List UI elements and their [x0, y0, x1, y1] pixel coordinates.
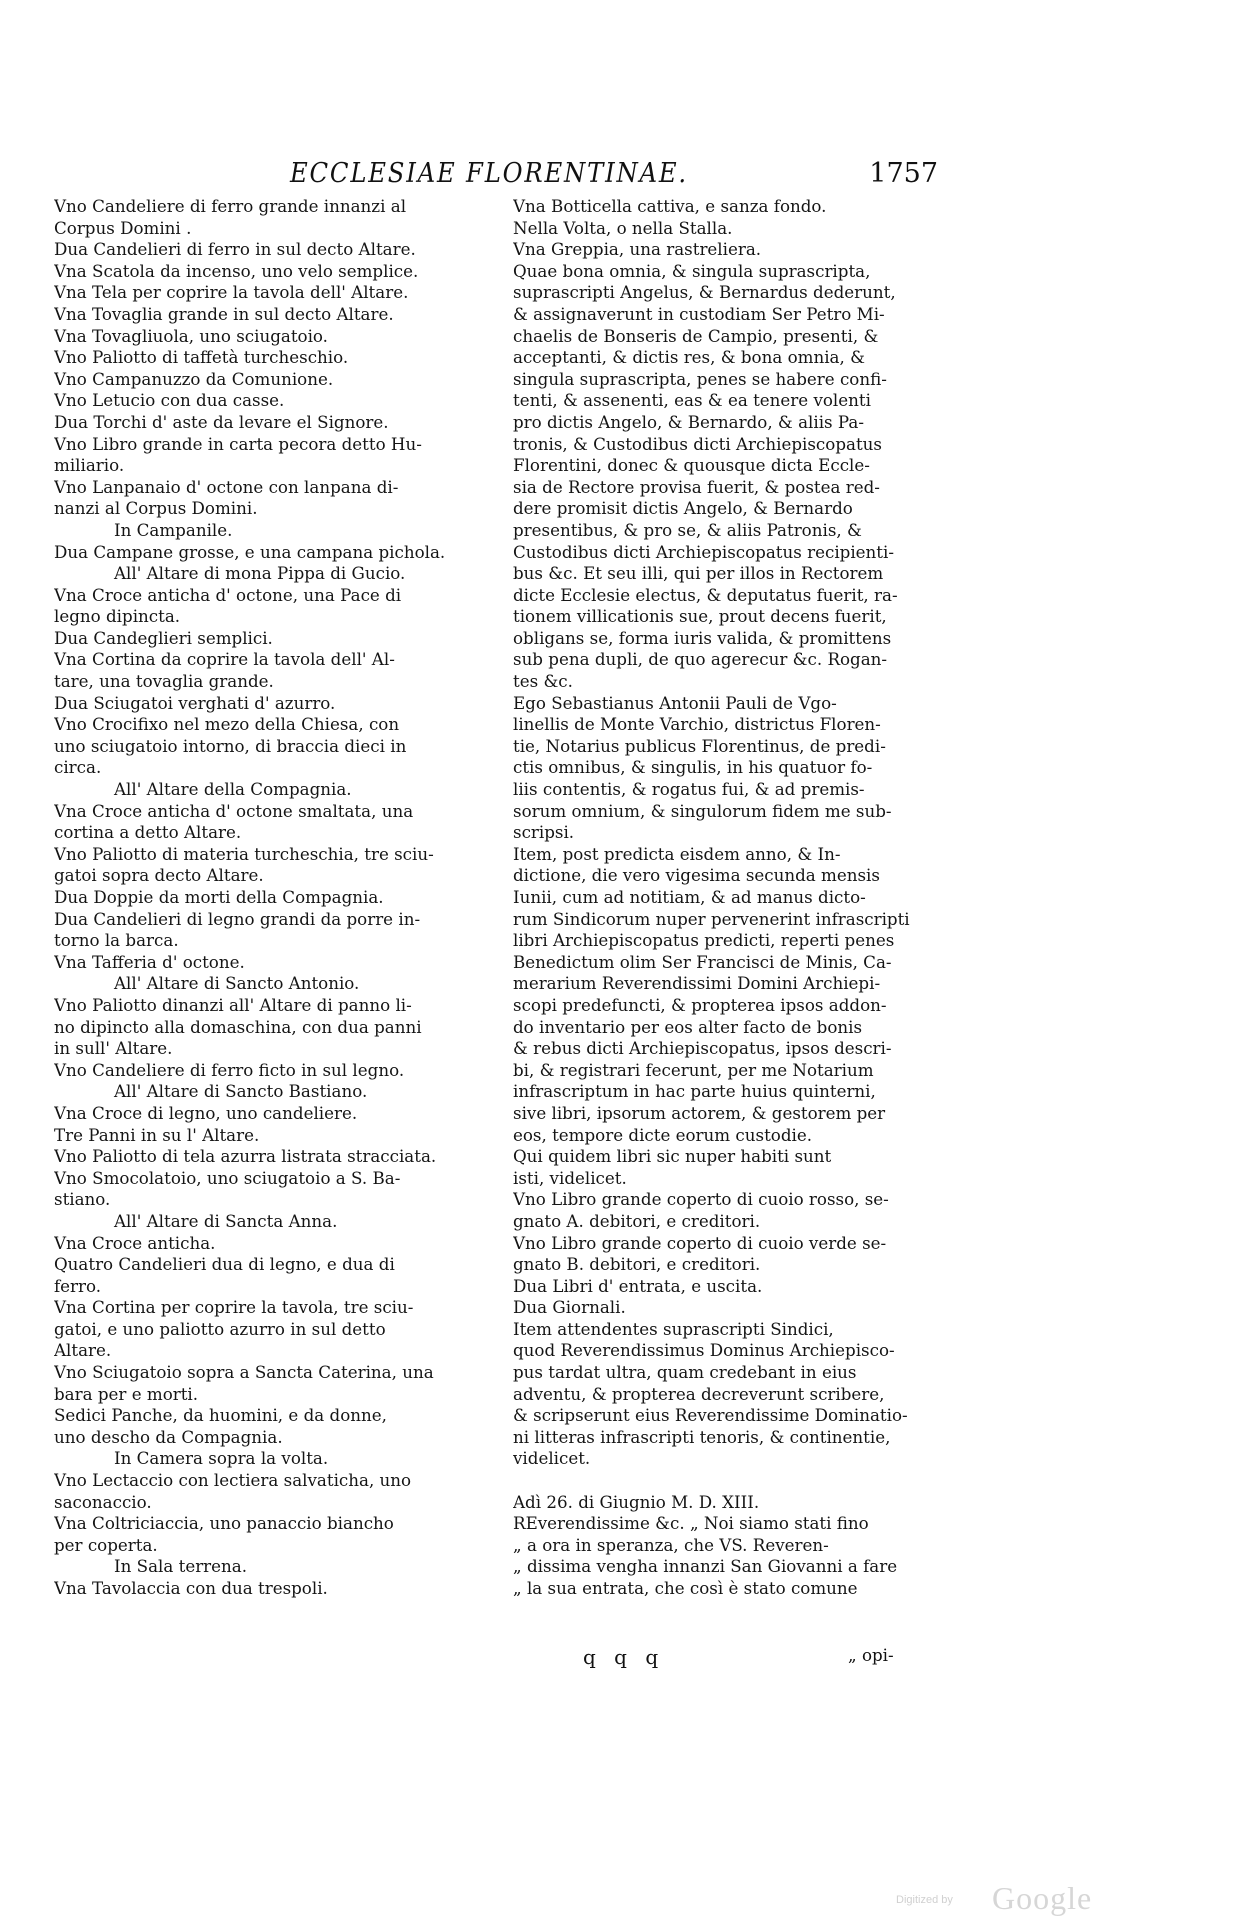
text-line: singula suprascripta, penes se habere confi- — [513, 368, 887, 389]
text-line: Vna Croce anticha d' octone, una Pace di — [54, 584, 402, 605]
text-line: ctis omnibus, & singulis, in his quatuor fo- — [513, 757, 873, 778]
text-line: Vno Campanuzzo da Comunione. — [54, 368, 334, 389]
text-line: ferro. — [54, 1275, 102, 1296]
left-column — [54, 196, 496, 1600]
text-line: bi, & registrari fecerunt, per me Notarium — [513, 1059, 874, 1080]
digitized-watermark — [896, 1882, 1156, 1914]
text-line: Dua Sciugatoi verghati d' azurro. — [54, 692, 336, 713]
text-line: Iunii, cum ad notitiam, & ad manus dicto- — [513, 887, 866, 907]
text-line: sub pena dupli, de quo agerecur &c. Rogan- — [513, 649, 888, 670]
text-line: & scripserunt eius Reverendissime Dominatio- — [513, 1405, 908, 1426]
text-line: Dua Candeglieri semplici. — [54, 627, 273, 648]
text-line: isti, videlicet. — [513, 1167, 627, 1188]
watermark-prefix: Digitized by — [896, 1894, 953, 1906]
text-line: Qui quidem libri sic nuper habiti sunt — [513, 1146, 832, 1167]
text-line: sia de Rectore provisa fuerit, & postea red- — [513, 476, 880, 497]
text-line: legno dipincta. — [54, 606, 181, 627]
text-line: Benedictum olim Ser Francisci de Minis, Ca- — [513, 951, 892, 972]
text-line: in sull' Altare. — [54, 1038, 173, 1059]
text-line: Dua Candelieri di ferro in sul decto Altare. — [54, 239, 416, 260]
text-line: nanzi al Corpus Domini. — [54, 498, 258, 519]
text-line: Tre Panni in su l' Altare. — [54, 1124, 260, 1145]
right-column — [513, 196, 945, 1600]
text-line: Vna Tafferia d' octone. — [54, 951, 245, 972]
text-line: Vna Tovaglia grande in sul decto Altare. — [54, 303, 394, 324]
text-line: per coperta. — [54, 1534, 158, 1555]
text-line: Vna Scatola da incenso, uno velo semplice. — [54, 260, 419, 281]
text-line: Nella Volta, o nella Stalla. — [513, 217, 733, 238]
text-line — [513, 1470, 945, 1492]
text-line: Vno Paliotto dinanzi all' Altare di panno li- — [54, 994, 412, 1015]
text-line: Quatro Candelieri dua di legno, e dua di — [54, 1254, 395, 1275]
text-line: Vno Paliotto di taffetà turcheschio. — [54, 347, 349, 368]
text-line: bus &c. Et seu illi, qui per illos in Rectorem — [513, 563, 884, 584]
text-line: liis contentis, & rogatus fui, & ad premis- — [513, 779, 865, 800]
text-line: eos, tempore dicte eorum custodie. — [513, 1124, 813, 1145]
text-line: Quae bona omnia, & singula suprascripta, — [513, 260, 871, 281]
text-line: All' Altare di Sancto Bastiano. — [114, 1081, 368, 1102]
text-line: chaelis de Bonseris de Campio, presenti, & — [513, 325, 879, 346]
text-line: Vna Tela per coprire la tavola dell' Altare. — [54, 282, 409, 303]
text-line: presentibus, & pro se, & aliis Patronis, & — [513, 519, 862, 540]
google-logo: Google — [992, 1880, 1093, 1916]
text-line: Ego Sebastianus Antonii Pauli de Vgo- — [513, 692, 837, 713]
text-line: pro dictis Angelo, & Bernardo, & aliis Pa- — [513, 411, 864, 432]
text-line: sive libri, ipsorum actorem, & gestorem per — [513, 1102, 886, 1123]
text-line: do inventario per eos alter facto de bonis — [513, 1016, 863, 1037]
text-line: In Sala terrena. — [114, 1556, 248, 1577]
text-line: obligans se, forma iuris valida, & promittens — [513, 627, 892, 648]
text-line: Item attendentes suprascripti Sindici, — [513, 1318, 834, 1339]
text-line: acceptanti, & dictis res, & bona omnia, & — [513, 347, 865, 368]
text-line: In Camera sopra la volta. — [114, 1448, 329, 1469]
text-line: tes &c. — [513, 671, 573, 692]
text-line: All' Altare della Compagnia. — [114, 779, 352, 800]
text-line: stiano. — [54, 1189, 111, 1210]
text-line: Item, post predicta eisdem anno, & In- — [513, 843, 841, 864]
text-line: Dua Candelieri di legno grandi da porre in- — [54, 908, 421, 929]
text-line: „ a ora in speranza, che VS. Reveren- — [513, 1534, 829, 1555]
text-line: cortina a detto Altare. — [54, 822, 242, 843]
text-line: no dipincto alla domaschina, con dua panni — [54, 1016, 422, 1037]
text-line: Florentini, donec & quousque dicta Eccle- — [513, 455, 870, 476]
text-line: Vno Candeliere di ferro ficto in sul legno. — [54, 1059, 405, 1080]
text-line: Altare. — [54, 1340, 112, 1361]
text-line: adventu, & propterea decreverunt scribere, — [513, 1383, 885, 1404]
text-line: circa. — [54, 757, 102, 778]
text-line: gnato A. debitori, e creditori. — [513, 1210, 761, 1231]
text-line: tare, una tovaglia grande. — [54, 671, 274, 692]
page-number: 1757 — [869, 158, 938, 189]
text-line: miliario. — [54, 455, 125, 476]
text-line: All' Altare di Sancto Antonio. — [114, 973, 360, 994]
text-line: In Campanile. — [114, 519, 233, 540]
text-line: & assignaverunt in custodiam Ser Petro Mi- — [513, 303, 885, 324]
text-line: Dua Libri d' entrata, e uscita. — [513, 1275, 763, 1296]
text-line: Vno Candeliere di ferro grande innanzi al — [54, 196, 407, 216]
text-line: Vno Lectaccio con lectiera salvaticha, uno — [54, 1470, 412, 1491]
text-line: sorum omnium, & singulorum fidem me sub- — [513, 800, 892, 821]
text-line: dictione, die vero vigesima secunda mensis — [513, 865, 880, 886]
text-line: scripsi. — [513, 822, 575, 843]
text-line: All' Altare di Sancta Anna. — [114, 1210, 338, 1231]
text-line: Vna Tovagliuola, uno sciugatoio. — [54, 325, 328, 346]
text-line: linellis de Monte Varchio, districtus Floren- — [513, 714, 881, 735]
text-line: tionem villicationis sue, prout decens fuerit, — [513, 606, 887, 627]
text-line: libri Archiepiscopatus predicti, reperti penes — [513, 930, 895, 951]
text-line: scopi predefuncti, & propterea ipsos addon- — [513, 994, 887, 1015]
text-line: Vno Crocifixo nel mezo della Chiesa, con — [54, 714, 400, 735]
text-line: Vno Libro grande coperto di cuoio verde se- — [513, 1232, 887, 1253]
text-line: quod Reverendissimus Dominus Archiepisco- — [513, 1340, 895, 1361]
text-line: Adì 26. di Giugnio M. D. XIII. — [513, 1491, 760, 1512]
text-line: dere promisit dictis Angelo, & Bernardo — [513, 498, 853, 519]
text-line: Vna Croce di legno, uno candeliere. — [54, 1102, 358, 1123]
text-line: Corpus Domini . — [54, 217, 192, 238]
text-line: Vno Lanpanaio d' octone con lanpana di- — [54, 476, 399, 497]
text-line: Dua Giornali. — [513, 1297, 626, 1318]
text-line: rum Sindicorum nuper pervenerint infrascripti — [513, 908, 910, 929]
text-line: suprascripti Angelus, & Bernardus dederunt, — [513, 282, 896, 303]
text-line: Vna Greppia, una rastreliera. — [513, 239, 762, 260]
text-line: Vna Coltriciaccia, uno panaccio biancho — [54, 1513, 394, 1534]
text-line: „ la sua entrata, che così è stato comune — [513, 1578, 858, 1598]
text-line: Vno Paliotto di tela azurra listrata stracciata. — [54, 1146, 437, 1167]
text-line: Vno Libro grande coperto di cuoio rosso, se- — [513, 1189, 889, 1210]
text-line: REverendissime &c. „ Noi siamo stati fino — [513, 1513, 869, 1534]
text-line: merarium Reverendissimi Domini Archiepi- — [513, 973, 881, 994]
text-line: Vna Croce anticha. — [54, 1232, 216, 1253]
running-title: ECCLESIAE FLORENTINAE. — [290, 158, 688, 189]
text-line: Vna Cortina per coprire la tavola, tre sciu- — [54, 1297, 414, 1318]
text-line: tie, Notarius publicus Florentinus, de predi- — [513, 735, 886, 756]
text-line: infrascriptum in hac parte huius quinterni, — [513, 1081, 876, 1102]
text-line: gatoi, e uno paliotto azurro in sul detto — [54, 1318, 386, 1339]
catchword: „ opi- — [848, 1645, 894, 1665]
text-line: & rebus dicti Archiepiscopatus, ipsos descri- — [513, 1038, 892, 1059]
text-line: All' Altare di mona Pippa di Gucio. — [114, 563, 406, 584]
text-line: bara per e morti. — [54, 1383, 199, 1404]
text-line: Vno Paliotto di materia turcheschia, tre sciu- — [54, 843, 434, 864]
text-line: gatoi sopra decto Altare. — [54, 865, 264, 886]
text-line: Vno Libro grande in carta pecora detto Hu- — [54, 433, 422, 454]
text-line: tronis, & Custodibus dicti Archiepiscopatus — [513, 433, 882, 454]
text-line: „ dissima vengha innanzi San Giovanni a fare — [513, 1556, 898, 1577]
page-header — [60, 158, 938, 192]
text-line: Dua Campane grosse, e una campana pichola. — [54, 541, 446, 562]
text-line: Vna Cortina da coprire la tavola dell' Al- — [54, 649, 395, 670]
signature-mark: q q q — [583, 1645, 665, 1669]
text-line: uno sciugatoio intorno, di braccia dieci in — [54, 735, 407, 756]
text-line: Dua Torchi d' aste da levare el Signore. — [54, 411, 389, 432]
text-line: Sedici Panche, da huomini, e da donne, — [54, 1405, 387, 1426]
text-line: Dua Doppie da morti della Compagnia. — [54, 887, 384, 907]
text-line: Vna Botticella cattiva, e sanza fondo. — [513, 196, 827, 216]
text-line: saconaccio. — [54, 1491, 152, 1512]
text-line: Vna Croce anticha d' octone smaltata, una — [54, 800, 414, 821]
text-line: dicte Ecclesie electus, & deputatus fuerit, ra- — [513, 584, 898, 605]
text-line: gnato B. debitori, e creditori. — [513, 1254, 761, 1275]
text-line: Vna Tavolaccia con dua trespoli. — [54, 1578, 328, 1598]
text-line: ni litteras infrascripti tenoris, & continentie, — [513, 1426, 891, 1447]
text-line: Vno Letucio con dua casse. — [54, 390, 285, 411]
text-line: uno descho da Compagnia. — [54, 1426, 283, 1447]
text-line: tenti, & assenenti, eas & ea tenere volenti — [513, 390, 871, 411]
text-line: videlicet. — [513, 1448, 591, 1469]
text-line: Custodibus dicti Archiepiscopatus recipienti- — [513, 541, 894, 562]
text-line: Vno Smocolatoio, uno sciugatoio a S. Ba- — [54, 1167, 401, 1188]
text-line: torno la barca. — [54, 930, 179, 951]
text-line: Vno Sciugatoio sopra a Sancta Caterina, una — [54, 1362, 434, 1383]
text-line: pus tardat ultra, quam credebant in eius — [513, 1362, 857, 1383]
